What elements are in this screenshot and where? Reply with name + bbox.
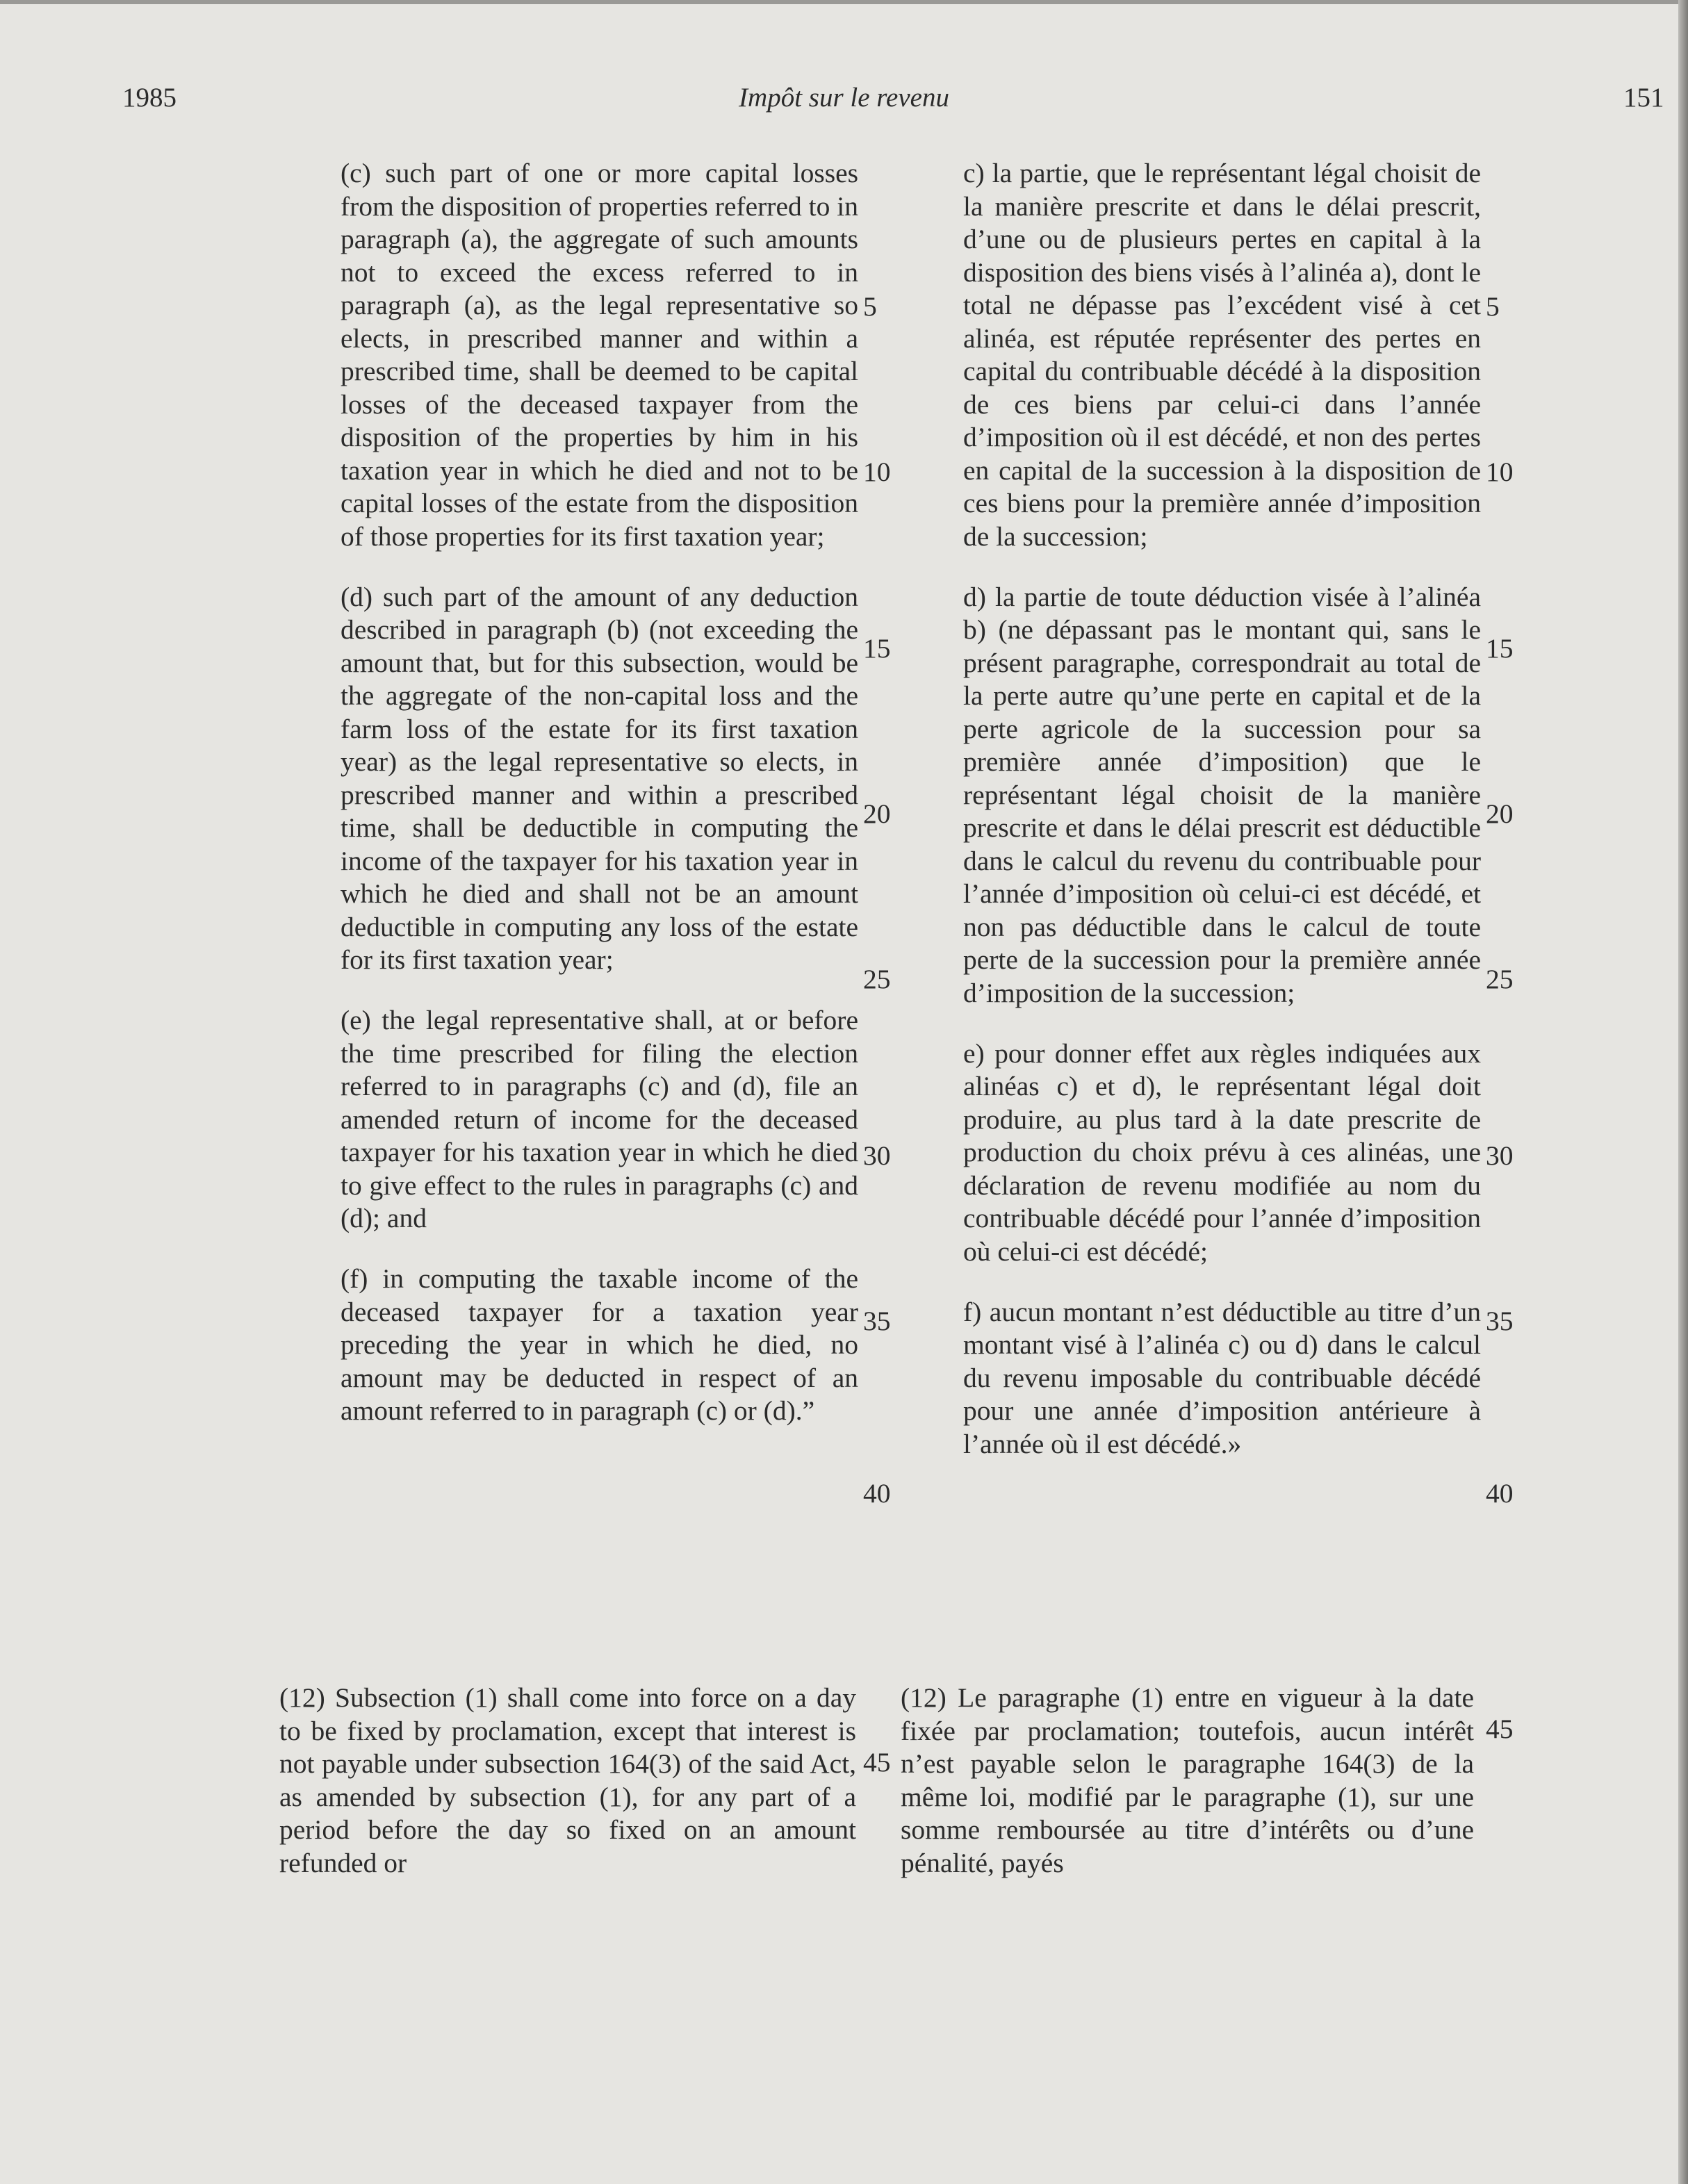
fr-subsection-12: (12) Le paragraphe (1) entre en vigueur à la date fixée par proclamation; toutefois, aucun intérêt n’est payable selon le paragraphe 164(3) de la même loi, modifié par le paragraphe (1), sur une somme remboursée au titre d’intérêts ou d’une pénalité, payés [901, 1682, 1474, 1878]
fr-paragraph-c: c) la partie, que le représentant légal choisit de la manière prescrite et dans le délai prescrit, d’une ou de plusieurs pertes en capital à la disposition des biens visés à l’alinéa a), dont le total ne dépasse pas l’excédent visé à cet alinéa, est réputée représenter des pertes en capital du contribuable décédé à la disposition de ces biens par celui-ci dans l’année d’imposition où il est décédé, et non des pertes en capital de la succession à la disposition de ces biens pour la première année d’imposition de la succession; [963, 158, 1481, 552]
line-number: 5 [1486, 291, 1500, 322]
line-number: 25 [863, 964, 891, 994]
en-paragraph-e: (e) the legal representative shall, at or before the time prescribed for filing the election referred to in paragraphs (c) and (d), file an amended return of income for the deceased taxpayer for his taxation year in which he died to give effect to the rules in paragraphs (c) and (d); and [341, 1005, 858, 1233]
line-number: 25 [1486, 964, 1514, 994]
line-number: 5 [863, 291, 877, 322]
line-number: 15 [1486, 633, 1514, 664]
line-number: 35 [1486, 1306, 1514, 1336]
french-column [963, 157, 1481, 1470]
line-number: 40 [1486, 1478, 1514, 1509]
line-number: 30 [863, 1140, 891, 1171]
en-paragraph-d: (d) such part of the amount of any deduction described in paragraph (b) (not exceeding the amount that, but for this subsection, would be the aggregate of the non-capital loss and the farm loss of the estate for its first taxation year) as the legal representative so elects, in prescribed manner and within a prescribed time, shall be deductible in computing the income of the taxpayer for his taxation year in which he died and shall not be an amount deductible in computing any loss of the estate for its first taxation year; [341, 581, 858, 975]
line-number: 15 [863, 633, 891, 664]
fr-paragraph-f: f) aucun montant n’est déductible au titre d’un montant visé à l’alinéa c) ou d) dans le calcul du revenu imposable du contribuable décédé pour une année d’imposition antérieure à l’année où il est décédé.» [963, 1296, 1481, 1459]
header-page-number: 151 [1623, 83, 1664, 113]
page-top-edge [0, 0, 1688, 4]
en-paragraph-f: (f) in computing the taxable income of the deceased taxpayer for a taxation year preceding the year in which he died, no amount may be deducted in respect of an amount referred to in paragraph (c) or (d).” [341, 1263, 858, 1426]
line-number: 35 [863, 1306, 891, 1336]
page-binding-edge [1678, 0, 1688, 2184]
en-paragraph-c: (c) such part of one or more capital losses from the disposition of properties referred to in paragraph (a), the aggregate of such amounts not to exceed the excess referred to in paragraph (a), as the legal representative so elects, in prescribed manner and within a prescribed time, shall be deemed to be capital losses of the deceased taxpayer from the disposition of the properties by him in his taxation year in which he died and not to be capital losses of the estate from the disposition of those properties for its first taxation year; [341, 158, 858, 552]
line-number: 20 [863, 798, 891, 829]
line-number: 20 [1486, 798, 1514, 829]
header-year: 1985 [122, 83, 177, 113]
line-number: 45 [863, 1747, 891, 1777]
english-column [341, 157, 858, 1438]
line-number: 30 [1486, 1140, 1514, 1171]
fr-paragraph-d: d) la partie de toute déduction visée à l’alinéa b) (ne dépassant pas le montant qui, sans le présent paragraphe, correspondrait au total de la perte autre qu’une perte en capital et de la perte agricole de la succession pour sa première année d’imposition) que le représentant légal choisit de la manière prescrite et dans le délai prescrit est déductible dans le calcul du revenu du contribuable pour l’année d’imposition où celui-ci est décédé, et non pas déductible dans le calcul de toute perte de la succession pour la première année d’imposition de la succession; [963, 581, 1481, 1008]
line-number: 40 [863, 1478, 891, 1509]
en-subsection-12: (12) Subsection (1) shall come into force on a day to be fixed by proclamation, except that interest is not payable under subsection 164(3) of the said Act, as amended by subsection (1), for any part of a period before the day so fixed on an amount refunded or [279, 1682, 856, 1878]
header-title: Impôt sur le revenu [739, 83, 949, 113]
fr-paragraph-e: e) pour donner effet aux règles indiquées aux alinéas c) et d), le représentant légal doit produire, au plus tard à la date prescrite de production du choix prévu à ces alinéas, une déclaration de revenu modifiée au nom du contribuable décédé pour l’année d’imposition où celui-ci est décédé; [963, 1037, 1481, 1267]
line-number: 10 [863, 457, 891, 487]
line-number: 45 [1486, 1714, 1514, 1744]
line-number: 10 [1486, 457, 1514, 487]
